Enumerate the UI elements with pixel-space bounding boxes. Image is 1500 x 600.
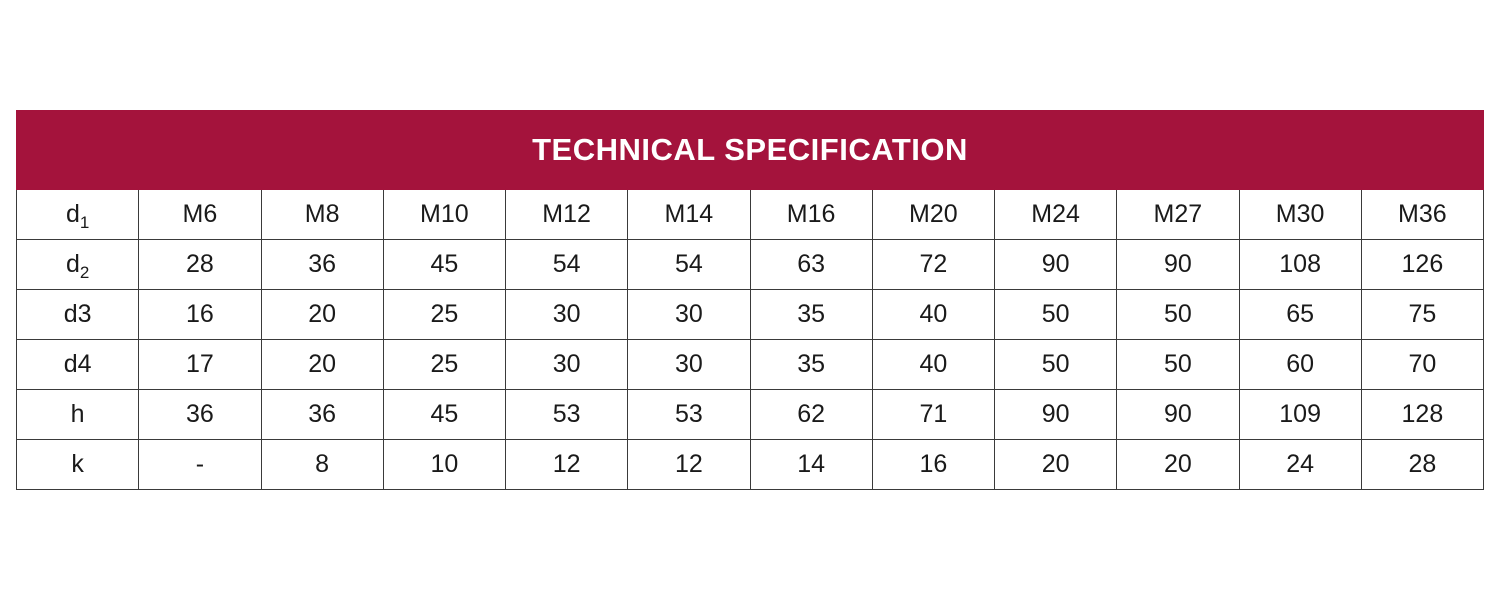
cell: M30	[1239, 190, 1361, 240]
cell: 30	[506, 290, 628, 340]
cell: 90	[995, 390, 1117, 440]
cell: 25	[383, 340, 505, 390]
technical-specification-table	[16, 110, 1484, 490]
cell: 126	[1361, 240, 1483, 290]
row-label-text: d	[65, 200, 80, 228]
cell: 75	[1361, 290, 1483, 340]
cell: 17	[139, 340, 261, 390]
cell: 28	[1361, 440, 1483, 490]
cell: 35	[750, 340, 872, 390]
cell: M6	[139, 190, 261, 240]
cell: 50	[1117, 290, 1239, 340]
cell: M14	[628, 190, 750, 240]
cell: 20	[1117, 440, 1239, 490]
cell: 35	[750, 290, 872, 340]
cell: 128	[1361, 390, 1483, 440]
cell: 108	[1239, 240, 1361, 290]
table-title: TECHNICAL SPECIFICATION	[17, 111, 1484, 190]
cell: 12	[506, 440, 628, 490]
cell: 50	[995, 340, 1117, 390]
cell: 16	[872, 440, 994, 490]
row-label-text: d4	[63, 350, 92, 378]
cell: 109	[1239, 390, 1361, 440]
table-row	[17, 240, 1484, 290]
table-row	[17, 340, 1484, 390]
cell: 60	[1239, 340, 1361, 390]
cell: M24	[995, 190, 1117, 240]
row-label-text: d3	[63, 300, 92, 328]
cell: 45	[383, 240, 505, 290]
cell: 50	[1117, 340, 1239, 390]
cell: 45	[383, 390, 505, 440]
cell: 72	[872, 240, 994, 290]
cell: 20	[261, 340, 383, 390]
cell: 24	[1239, 440, 1361, 490]
cell: 90	[1117, 240, 1239, 290]
cell: 30	[628, 340, 750, 390]
table-row	[17, 440, 1484, 490]
table-row	[17, 190, 1484, 240]
row-label	[17, 440, 139, 490]
row-label	[17, 340, 139, 390]
row-label	[17, 190, 139, 240]
cell: 65	[1239, 290, 1361, 340]
cell: 50	[995, 290, 1117, 340]
cell: 36	[261, 240, 383, 290]
cell: 12	[628, 440, 750, 490]
cell: 53	[628, 390, 750, 440]
cell: 40	[872, 340, 994, 390]
cell: 54	[628, 240, 750, 290]
cell: 20	[995, 440, 1117, 490]
cell: 40	[872, 290, 994, 340]
cell: M10	[383, 190, 505, 240]
cell: 36	[139, 390, 261, 440]
cell: M20	[872, 190, 994, 240]
spec-table-body	[17, 111, 1484, 490]
row-label-text: h	[70, 400, 85, 428]
cell: 14	[750, 440, 872, 490]
table-row	[17, 290, 1484, 340]
row-label	[17, 240, 139, 290]
cell: 25	[383, 290, 505, 340]
row-label-text: k	[71, 450, 84, 478]
cell: -	[139, 440, 261, 490]
cell: M27	[1117, 190, 1239, 240]
cell: 62	[750, 390, 872, 440]
cell: 90	[1117, 390, 1239, 440]
cell: 28	[139, 240, 261, 290]
cell: 54	[506, 240, 628, 290]
cell: M36	[1361, 190, 1483, 240]
cell: M16	[750, 190, 872, 240]
spec-table	[16, 110, 1484, 490]
row-label	[17, 290, 139, 340]
row-label-text: d	[65, 250, 80, 278]
cell: M12	[506, 190, 628, 240]
cell: 90	[995, 240, 1117, 290]
cell: 63	[750, 240, 872, 290]
cell: 53	[506, 390, 628, 440]
cell: 71	[872, 390, 994, 440]
cell: 8	[261, 440, 383, 490]
cell: 30	[506, 340, 628, 390]
cell: 70	[1361, 340, 1483, 390]
row-label-subscript: 1	[79, 213, 90, 232]
cell: 30	[628, 290, 750, 340]
cell: M8	[261, 190, 383, 240]
cell: 36	[261, 390, 383, 440]
cell: 10	[383, 440, 505, 490]
cell: 16	[139, 290, 261, 340]
row-label	[17, 390, 139, 440]
cell: 20	[261, 290, 383, 340]
table-title-row	[17, 111, 1484, 190]
row-label-subscript: 2	[79, 263, 90, 282]
table-row	[17, 390, 1484, 440]
